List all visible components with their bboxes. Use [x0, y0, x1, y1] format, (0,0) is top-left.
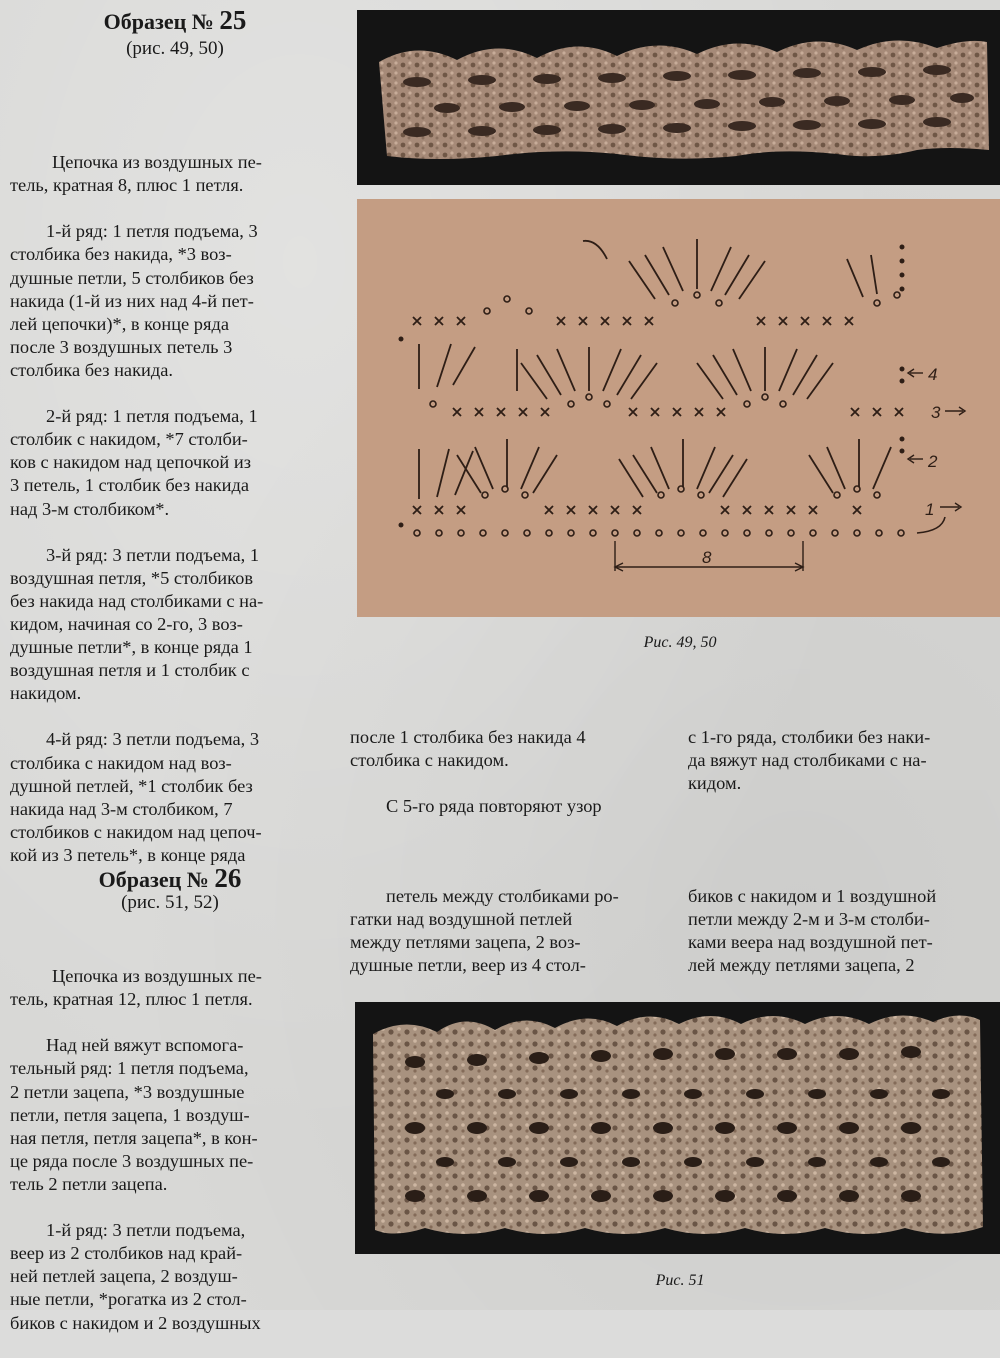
sample-26-text-column-1 [10, 942, 332, 1358]
row-arrows [908, 369, 965, 511]
paragraph: Цепочка из воздушных пе- тель, кратная 12, плюс 1 петля. [10, 966, 262, 1010]
repeat-label: 8 [702, 548, 712, 567]
sample-25-text-column-2 [350, 703, 668, 842]
paragraph: 3-й ряд: 3 петли подъема, 1 воздушная петля, *5 столбиков без накида над столбиками с на- кидом, начиная со 2-го, 3 воз- душные петли*, в конце ряда 1 воздушная петля и 1 столбик с накидом. [10, 544, 264, 704]
sample-26-text-column-2 [350, 862, 668, 1001]
paragraph: Над ней вяжут вспомога- тельный ряд: 1 петля подъема, 2 петли зацепа, *3 воздушные петли, петля зацепа, 1 воздуш- ная петля, петля зацепа*, в кон- це ряда после 3 воздушных пе- тель 2 петли зацепа. [10, 1035, 258, 1194]
sample-25-text-column-1 [10, 128, 332, 890]
row-label-2: 2 [928, 452, 938, 471]
sample-25-subheading: (рис. 49, 50) [126, 38, 224, 59]
crochet-photo-fig-51 [355, 1002, 1000, 1254]
sample-26-subheading: (рис. 51, 52) [121, 892, 219, 913]
sample-25-text-column-3 [688, 703, 1000, 818]
paragraph: после 1 столбика без накида 4 столбика с накидом. [350, 727, 586, 771]
row-2-fans [419, 439, 891, 499]
paragraph: 1-й ряд: 3 петли подъема, веер из 2 столбиков над край- ней петлей зацепа, 2 воздуш- ные петли, *рогатка из 2 стол- биков с накидом и 2 воздушных [10, 1220, 261, 1333]
paragraph: биков с накидом и 1 воздушной петли между 2-м и 3-м столби- ками веера над воздушной пет- лей между петлями зацепа, 2 [688, 886, 937, 976]
crochet-chart-fig-50 [357, 199, 1000, 617]
paragraph: петель между столбиками ро- гатки над воздушной петлей между петлями зацепа, 2 воз- душные петли, веер из 4 стол- [350, 886, 619, 976]
row-5-single-crochet [413, 317, 853, 325]
row-3-single-crochet [453, 408, 903, 416]
row-6-fans [583, 239, 877, 299]
figure-caption-51: Рис. 51 [655, 1272, 705, 1289]
crochet-photo-fig-49 [357, 10, 1000, 185]
paragraph: 4-й ряд: 3 петли подъема, 3 столбика с накидом над воз- душной петлей, *1 столбик без накида над 3-м столбиком, 7 столбиков с накидом над цепоч- кой из 3 петель*, в конце ряда [10, 729, 262, 865]
heading-number: 25 [219, 5, 247, 35]
heading-number: 26 [214, 863, 242, 893]
stitch-diagram [357, 199, 1000, 617]
heading-prefix: Образец № [98, 867, 209, 892]
row-1-single-crochet [413, 506, 861, 514]
lace-strip-image [357, 10, 1000, 185]
row-label-1: 1 [925, 500, 935, 519]
figure-caption-49-50: Рис. 49, 50 [643, 634, 717, 651]
paragraph: 1-й ряд: 1 петля подъема, 3 столбика без накида, *3 воз- душные петли, 5 столбиков без накида (1-й из них над 4-й пет- лей цепочки)*, в конце ряда после 3 воздушных петель 3 столбика без накида. [10, 221, 258, 380]
paragraph: с 1-го ряда, столбики без наки- да вяжут над столбиками с на- кидом. [688, 727, 931, 794]
sample-26-heading [55, 863, 285, 893]
sample-26-text-column-3 [688, 862, 1000, 1001]
row-label-4: 4 [928, 365, 938, 384]
chain-row [414, 517, 945, 536]
paragraph: 2-й ряд: 1 петля подъема, 1 столбик с накидом, *7 столби- ков с накидом над цепочкой из 3 петель, 1 столбик без накида над 3-м столбиком*. [10, 406, 258, 519]
heading-prefix: Образец № [103, 9, 214, 34]
row-label-3: 3 [931, 403, 941, 422]
sample-25-heading [60, 5, 290, 35]
lace-strip-image [355, 1002, 1000, 1254]
paragraph: Цепочка из воздушных пе- тель, кратная 8, плюс 1 петля. [10, 152, 262, 196]
paragraph: С 5-го ряда повторяют узор [386, 796, 602, 817]
row-4-fans [419, 344, 833, 399]
